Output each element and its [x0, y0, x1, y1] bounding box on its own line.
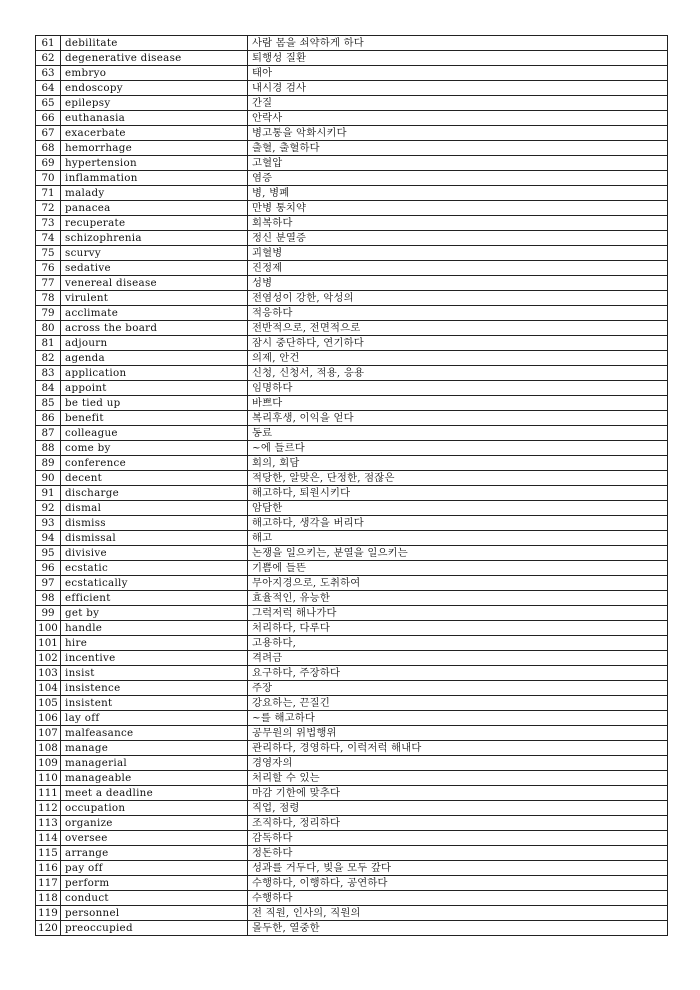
korean-meaning: 내시경 검사 — [248, 81, 668, 96]
table-row — [36, 291, 668, 306]
english-term: endoscopy — [61, 81, 248, 96]
table-row — [36, 261, 668, 276]
english-term: adjourn — [61, 336, 248, 351]
table-row — [36, 471, 668, 486]
entry-number: 69 — [36, 156, 61, 171]
table-row — [36, 111, 668, 126]
table-row — [36, 231, 668, 246]
english-term: decent — [61, 471, 248, 486]
table-row — [36, 201, 668, 216]
korean-meaning: 진정제 — [248, 261, 668, 276]
entry-number: 61 — [36, 36, 61, 51]
english-term: be tied up — [61, 396, 248, 411]
entry-number: 77 — [36, 276, 61, 291]
korean-meaning: 수행하다, 이행하다, 공연하다 — [248, 876, 668, 891]
entry-number: 97 — [36, 576, 61, 591]
korean-meaning: 정돈하다 — [248, 846, 668, 861]
english-term: scurvy — [61, 246, 248, 261]
entry-number: 71 — [36, 186, 61, 201]
entry-number: 115 — [36, 846, 61, 861]
entry-number: 83 — [36, 366, 61, 381]
entry-number: 100 — [36, 621, 61, 636]
english-term: panacea — [61, 201, 248, 216]
table-row — [36, 771, 668, 786]
entry-number: 106 — [36, 711, 61, 726]
english-term: debilitate — [61, 36, 248, 51]
korean-meaning: 격려금 — [248, 651, 668, 666]
table-row — [36, 366, 668, 381]
table-row — [36, 306, 668, 321]
english-term: malady — [61, 186, 248, 201]
english-term: arrange — [61, 846, 248, 861]
english-term: manage — [61, 741, 248, 756]
korean-meaning: 퇴행성 질환 — [248, 51, 668, 66]
korean-meaning: 요구하다, 주장하다 — [248, 666, 668, 681]
table-row — [36, 276, 668, 291]
table-row — [36, 741, 668, 756]
english-term: inflammation — [61, 171, 248, 186]
korean-meaning: 안락사 — [248, 111, 668, 126]
english-term: discharge — [61, 486, 248, 501]
korean-meaning: 회복하다 — [248, 216, 668, 231]
table-row — [36, 516, 668, 531]
korean-meaning: 신청, 신청서, 적용, 응용 — [248, 366, 668, 381]
table-row — [36, 531, 668, 546]
table-row — [36, 246, 668, 261]
korean-meaning: 논쟁을 일으키는, 분열을 일으키는 — [248, 546, 668, 561]
table-row — [36, 816, 668, 831]
entry-number: 73 — [36, 216, 61, 231]
table-row — [36, 696, 668, 711]
table-row — [36, 126, 668, 141]
entry-number: 63 — [36, 66, 61, 81]
table-row — [36, 711, 668, 726]
entry-number: 62 — [36, 51, 61, 66]
korean-meaning: 동료 — [248, 426, 668, 441]
english-term: ecstatically — [61, 576, 248, 591]
korean-meaning: 처리하다, 다루다 — [248, 621, 668, 636]
table-row — [36, 576, 668, 591]
korean-meaning: 임명하다 — [248, 381, 668, 396]
table-row — [36, 861, 668, 876]
english-term: hire — [61, 636, 248, 651]
entry-number: 91 — [36, 486, 61, 501]
entry-number: 65 — [36, 96, 61, 111]
english-term: exacerbate — [61, 126, 248, 141]
table-row — [36, 321, 668, 336]
english-term: divisive — [61, 546, 248, 561]
entry-number: 98 — [36, 591, 61, 606]
english-term: conference — [61, 456, 248, 471]
table-row — [36, 831, 668, 846]
english-term: across the board — [61, 321, 248, 336]
entry-number: 108 — [36, 741, 61, 756]
korean-meaning: ~를 해고하다 — [248, 711, 668, 726]
korean-meaning: 태아 — [248, 66, 668, 81]
korean-meaning: 병, 병폐 — [248, 186, 668, 201]
table-row — [36, 381, 668, 396]
korean-meaning: 관리하다, 경영하다, 이럭저럭 해내다 — [248, 741, 668, 756]
table-row — [36, 51, 668, 66]
english-term: occupation — [61, 801, 248, 816]
table-row — [36, 501, 668, 516]
table-row — [36, 801, 668, 816]
korean-meaning: ~에 들르다 — [248, 441, 668, 456]
korean-meaning: 출혈, 출혈하다 — [248, 141, 668, 156]
korean-meaning: 암담한 — [248, 501, 668, 516]
english-term: incentive — [61, 651, 248, 666]
korean-meaning: 만병 통치약 — [248, 201, 668, 216]
korean-meaning: 무아지경으로, 도취하여 — [248, 576, 668, 591]
entry-number: 64 — [36, 81, 61, 96]
table-row — [36, 216, 668, 231]
entry-number: 119 — [36, 906, 61, 921]
english-term: dismal — [61, 501, 248, 516]
english-term: application — [61, 366, 248, 381]
english-term: agenda — [61, 351, 248, 366]
table-row — [36, 891, 668, 906]
table-row — [36, 606, 668, 621]
korean-meaning: 마감 기한에 맞추다 — [248, 786, 668, 801]
table-row — [36, 876, 668, 891]
entry-number: 74 — [36, 231, 61, 246]
table-row — [36, 336, 668, 351]
table-row — [36, 96, 668, 111]
english-term: come by — [61, 441, 248, 456]
entry-number: 84 — [36, 381, 61, 396]
table-row — [36, 621, 668, 636]
table-row — [36, 36, 668, 51]
entry-number: 72 — [36, 201, 61, 216]
entry-number: 113 — [36, 816, 61, 831]
korean-meaning: 전염성이 강한, 악성의 — [248, 291, 668, 306]
entry-number: 111 — [36, 786, 61, 801]
english-term: pay off — [61, 861, 248, 876]
entry-number: 105 — [36, 696, 61, 711]
table-row — [36, 171, 668, 186]
english-term: venereal disease — [61, 276, 248, 291]
korean-meaning: 해고하다, 퇴원시키다 — [248, 486, 668, 501]
entry-number: 80 — [36, 321, 61, 336]
korean-meaning: 괴혈병 — [248, 246, 668, 261]
entry-number: 85 — [36, 396, 61, 411]
entry-number: 99 — [36, 606, 61, 621]
table-row — [36, 591, 668, 606]
english-term: oversee — [61, 831, 248, 846]
english-term: manageable — [61, 771, 248, 786]
entry-number: 103 — [36, 666, 61, 681]
table-row — [36, 351, 668, 366]
english-term: personnel — [61, 906, 248, 921]
korean-meaning: 감독하다 — [248, 831, 668, 846]
table-row — [36, 141, 668, 156]
table-row — [36, 486, 668, 501]
korean-meaning: 사람 몸을 쇠약하게 하다 — [248, 36, 668, 51]
vocabulary-table — [35, 35, 668, 936]
entry-number: 117 — [36, 876, 61, 891]
table-row — [36, 441, 668, 456]
english-term: acclimate — [61, 306, 248, 321]
entry-number: 118 — [36, 891, 61, 906]
table-row — [36, 456, 668, 471]
entry-number: 96 — [36, 561, 61, 576]
english-term: dismiss — [61, 516, 248, 531]
entry-number: 78 — [36, 291, 61, 306]
english-term: efficient — [61, 591, 248, 606]
korean-meaning: 성과를 거두다, 빚을 모두 갚다 — [248, 861, 668, 876]
entry-number: 89 — [36, 456, 61, 471]
table-row — [36, 66, 668, 81]
entry-number: 90 — [36, 471, 61, 486]
entry-number: 70 — [36, 171, 61, 186]
english-term: schizophrenia — [61, 231, 248, 246]
entry-number: 95 — [36, 546, 61, 561]
vocabulary-table-body — [36, 36, 668, 936]
table-row — [36, 186, 668, 201]
english-term: ecstatic — [61, 561, 248, 576]
entry-number: 86 — [36, 411, 61, 426]
korean-meaning: 수행하다 — [248, 891, 668, 906]
entry-number: 82 — [36, 351, 61, 366]
table-row — [36, 81, 668, 96]
korean-meaning: 효율적인, 유능한 — [248, 591, 668, 606]
korean-meaning: 처리할 수 있는 — [248, 771, 668, 786]
korean-meaning: 강요하는, 끈질긴 — [248, 696, 668, 711]
english-term: handle — [61, 621, 248, 636]
english-term: malfeasance — [61, 726, 248, 741]
korean-meaning: 바쁘다 — [248, 396, 668, 411]
korean-meaning: 잠시 중단하다, 연기하다 — [248, 336, 668, 351]
entry-number: 66 — [36, 111, 61, 126]
table-row — [36, 411, 668, 426]
korean-meaning: 해고 — [248, 531, 668, 546]
entry-number: 94 — [36, 531, 61, 546]
english-term: lay off — [61, 711, 248, 726]
korean-meaning: 의제, 안건 — [248, 351, 668, 366]
table-row — [36, 636, 668, 651]
english-term: epilepsy — [61, 96, 248, 111]
entry-number: 93 — [36, 516, 61, 531]
entry-number: 87 — [36, 426, 61, 441]
entry-number: 76 — [36, 261, 61, 276]
table-row — [36, 906, 668, 921]
korean-meaning: 고용하다, — [248, 636, 668, 651]
english-term: degenerative disease — [61, 51, 248, 66]
korean-meaning: 조직하다, 정리하다 — [248, 816, 668, 831]
entry-number: 104 — [36, 681, 61, 696]
korean-meaning: 주장 — [248, 681, 668, 696]
english-term: preoccupied — [61, 921, 248, 936]
table-row — [36, 426, 668, 441]
korean-meaning: 전반적으로, 전면적으로 — [248, 321, 668, 336]
table-row — [36, 666, 668, 681]
english-term: embryo — [61, 66, 248, 81]
english-term: colleague — [61, 426, 248, 441]
english-term: virulent — [61, 291, 248, 306]
entry-number: 120 — [36, 921, 61, 936]
korean-meaning: 성병 — [248, 276, 668, 291]
korean-meaning: 기쁨에 들뜬 — [248, 561, 668, 576]
english-term: insist — [61, 666, 248, 681]
korean-meaning: 복리후생, 이익을 얻다 — [248, 411, 668, 426]
entry-number: 101 — [36, 636, 61, 651]
korean-meaning: 그럭저럭 해나가다 — [248, 606, 668, 621]
english-term: perform — [61, 876, 248, 891]
korean-meaning: 적응하다 — [248, 306, 668, 321]
english-term: managerial — [61, 756, 248, 771]
entry-number: 88 — [36, 441, 61, 456]
korean-meaning: 몰두한, 열중한 — [248, 921, 668, 936]
korean-meaning: 직업, 점령 — [248, 801, 668, 816]
entry-number: 112 — [36, 801, 61, 816]
table-row — [36, 651, 668, 666]
korean-meaning: 고혈압 — [248, 156, 668, 171]
entry-number: 68 — [36, 141, 61, 156]
table-row — [36, 681, 668, 696]
table-row — [36, 726, 668, 741]
korean-meaning: 적당한, 알맞은, 단정한, 점잖은 — [248, 471, 668, 486]
korean-meaning: 공무원의 위법행위 — [248, 726, 668, 741]
english-term: get by — [61, 606, 248, 621]
table-row — [36, 546, 668, 561]
entry-number: 102 — [36, 651, 61, 666]
entry-number: 114 — [36, 831, 61, 846]
english-term: hemorrhage — [61, 141, 248, 156]
table-row — [36, 561, 668, 576]
english-term: dismissal — [61, 531, 248, 546]
korean-meaning: 간질 — [248, 96, 668, 111]
entry-number: 110 — [36, 771, 61, 786]
entry-number: 107 — [36, 726, 61, 741]
korean-meaning: 병고통을 악화시키다 — [248, 126, 668, 141]
english-term: euthanasia — [61, 111, 248, 126]
english-term: meet a deadline — [61, 786, 248, 801]
english-term: insistence — [61, 681, 248, 696]
entry-number: 92 — [36, 501, 61, 516]
english-term: sedative — [61, 261, 248, 276]
entry-number: 79 — [36, 306, 61, 321]
english-term: insistent — [61, 696, 248, 711]
table-row — [36, 156, 668, 171]
english-term: recuperate — [61, 216, 248, 231]
korean-meaning: 전 직원, 인사의, 직원의 — [248, 906, 668, 921]
korean-meaning: 해고하다, 생각을 버리다 — [248, 516, 668, 531]
english-term: organize — [61, 816, 248, 831]
english-term: benefit — [61, 411, 248, 426]
entry-number: 75 — [36, 246, 61, 261]
table-row — [36, 846, 668, 861]
table-row — [36, 786, 668, 801]
table-row — [36, 396, 668, 411]
english-term: appoint — [61, 381, 248, 396]
korean-meaning: 염증 — [248, 171, 668, 186]
korean-meaning: 정신 분열증 — [248, 231, 668, 246]
english-term: conduct — [61, 891, 248, 906]
entry-number: 116 — [36, 861, 61, 876]
entry-number: 67 — [36, 126, 61, 141]
table-row — [36, 921, 668, 936]
korean-meaning: 회의, 회담 — [248, 456, 668, 471]
table-row — [36, 756, 668, 771]
entry-number: 81 — [36, 336, 61, 351]
korean-meaning: 경영자의 — [248, 756, 668, 771]
english-term: hypertension — [61, 156, 248, 171]
entry-number: 109 — [36, 756, 61, 771]
